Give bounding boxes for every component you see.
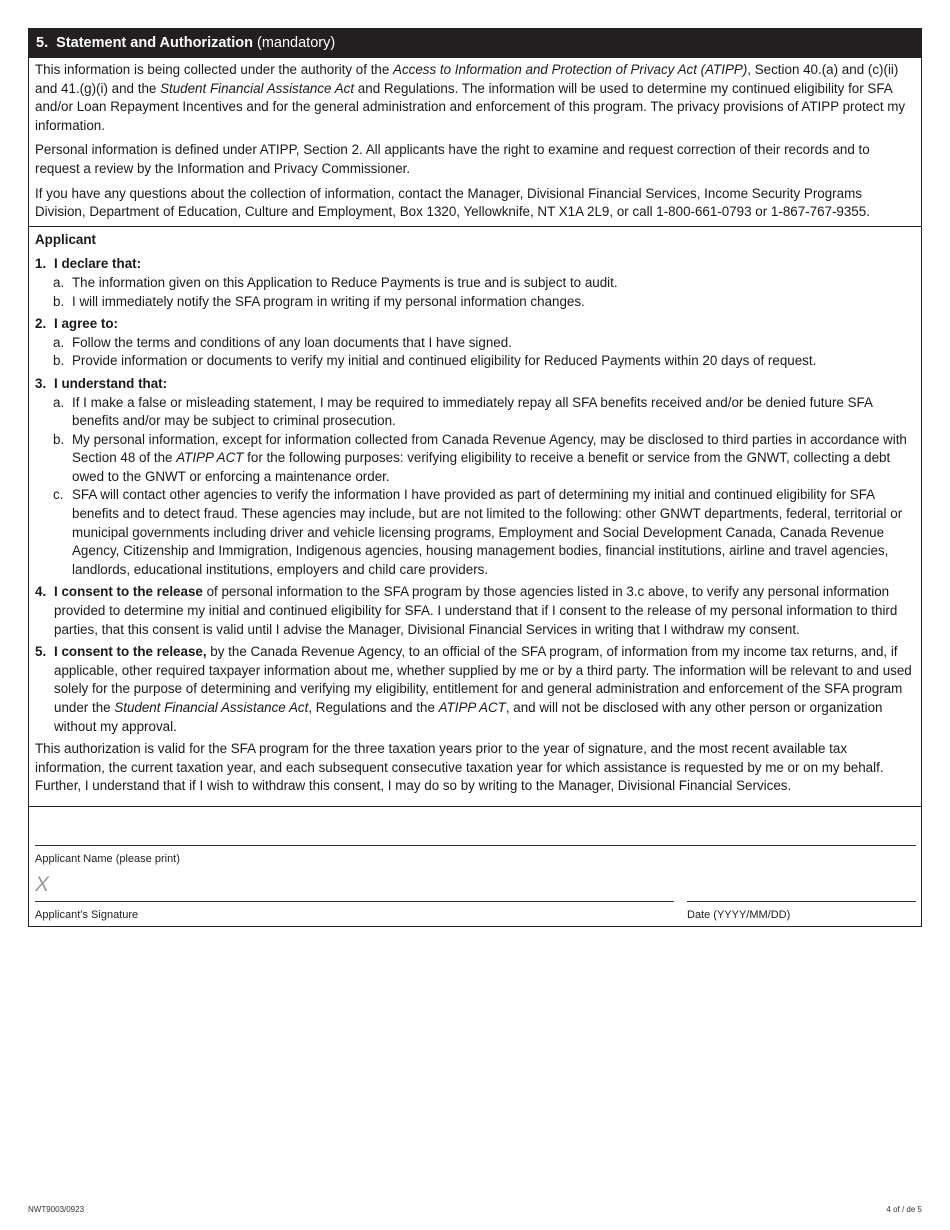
item-heading: I declare that:	[54, 256, 142, 272]
signature-block	[29, 806, 921, 926]
consent-agencies-item: 4. I consent to the release of personal information to the SFA program by those agencies listed in 3.c above, to verify any personal information provided to determine my initial and continued eligibility for SFA. I understand that if I consent to the release of my personal information to third parties, that this consent is valid until I advise the Manager, Divisional Financial Services in writing that I withdraw my consent.	[35, 583, 915, 639]
applicant-name-field[interactable]	[35, 845, 916, 846]
applicant-name-label: Applicant Name (please print)	[35, 852, 180, 865]
section-qualifier: (mandatory)	[257, 35, 336, 51]
sub-item: b. My personal information, except for information collected from Canada Revenue Agency, may be disclosed to third parties in accordance with Section 48 of the ATIPP ACT for the following purposes: verifying eligibility to receive a benefit or service from the GNWT, collecting a debt owed to the GNWT or enforcing a maintenance order.	[53, 431, 907, 484]
applicant-section	[29, 227, 921, 806]
section-number: 5.	[36, 35, 49, 51]
item-number: 5.	[35, 644, 47, 660]
item-number: 1.	[35, 256, 47, 272]
item-number: 4.	[35, 584, 47, 600]
section-title: Statement and Authorization	[56, 35, 253, 51]
section-header	[29, 29, 921, 58]
privacy-paragraph-3: If you have any questions about the collection of information, contact the Manager, Divisional Financial Services, Income Security Programs Division, Department of Education, Culture and Employment, Box 1320, Yellowknife, NT X1A 2L9, or call 1-800-661-0793 or 1-867-767-9355.	[35, 185, 870, 220]
agree-item	[35, 315, 915, 371]
consent-cra-item: 5. I consent to the release, by the Canada Revenue Agency, to an official of the SFA program, of information from my income tax returns, and, if applicable, other required taxpayer information about me, whether supplied by me or by a third party. The information will be relevant to and used solely for the purpose of determining and verifying my eligibility, entitlement for and general administration and enforcement of the SFA program under the Student Financial Assistance Act, Regulations and the ATIPP ACT, and will not be disclosed with any other person or organization without my approval.	[35, 643, 915, 736]
applicant-signature-label: Applicant’s Signature	[35, 908, 139, 921]
page-number: 4 of / de 5	[886, 1205, 922, 1214]
item-heading: I understand that:	[54, 375, 168, 391]
sub-item: b. I will immediately notify the SFA program in writing if my personal information changes.	[53, 293, 585, 309]
sub-item: a. Follow the terms and conditions of any loan documents that I have signed.	[53, 334, 512, 350]
applicant-signature-field[interactable]	[35, 901, 674, 902]
applicant-title: Applicant	[35, 231, 97, 247]
form-code: NWT9003/0923	[28, 1205, 85, 1214]
sub-item: a. The information given on this Application to Reduce Payments is true and is subject to audit.	[53, 274, 618, 290]
item-number: 2.	[35, 316, 47, 332]
privacy-notice	[29, 58, 921, 227]
privacy-paragraph-1: This information is being collected under the authority of the Access to Information and Protection of Privacy Act (ATIPP), Section 40.(a) and (c)(ii) and 41.(g)(i) and the Student Financial Assistance Act and Regulations. The information will be used to determine my continued eligibility for SFA and/or Loan Repayment Incentives and for the general administration and enforcement of this program. The privacy provisions of ATIPP protect my information.	[35, 62, 906, 133]
privacy-paragraph-2: Personal information is defined under ATIPP, Section 2. All applicants have the right to examine and request correction of their records and to request a review by the Information and Privacy Commissioner.	[35, 142, 870, 176]
sub-item: a. If I make a false or misleading statement, I may be required to immediately repay all SFA benefits received and/or be denied future SFA benefits and/or may be subject to criminal prosecution.	[53, 394, 873, 429]
sub-item: c. SFA will contact other agencies to verify the information I have provided as part of determining my initial and continued eligibility for SFA benefits and to detect fraud. These agencies may include, but are not limited to the following: other GNWT departments, federal, territorial or municipal governments including driver and vehicle licensing programs, Employment and Social Development Canada, Canada Revenue Agency, Citizenship and Immigration, Indigenous agencies, housing management bodies, financial institutions, airline and travel agencies, landlords, educational institutions, employers and child care providers.	[53, 487, 903, 577]
item-heading: I agree to:	[54, 316, 118, 332]
statement-authorization-form	[28, 28, 922, 927]
date-field[interactable]	[687, 901, 916, 902]
item-number: 3.	[35, 375, 47, 391]
authorization-validity-text: This authorization is valid for the SFA program for the three taxation years prior to the year of signature, and the most recent available tax information, the current taxation year, and each subsequent consecutive taxation year for which assistance is requested by me or on my behalf. Further, I understand that if I wish to withdraw this consent, I may do so by writing to the Manager, Divisional Financial Services.	[35, 741, 884, 794]
date-label: Date (YYYY/MM/DD)	[687, 908, 791, 921]
sub-item: b. Provide information or documents to verify my initial and continued eligibility for Reduced Payments within 20 days of request.	[53, 353, 817, 369]
understand-item	[35, 375, 915, 580]
declare-item	[35, 255, 915, 311]
signature-x-mark: X	[35, 872, 50, 896]
